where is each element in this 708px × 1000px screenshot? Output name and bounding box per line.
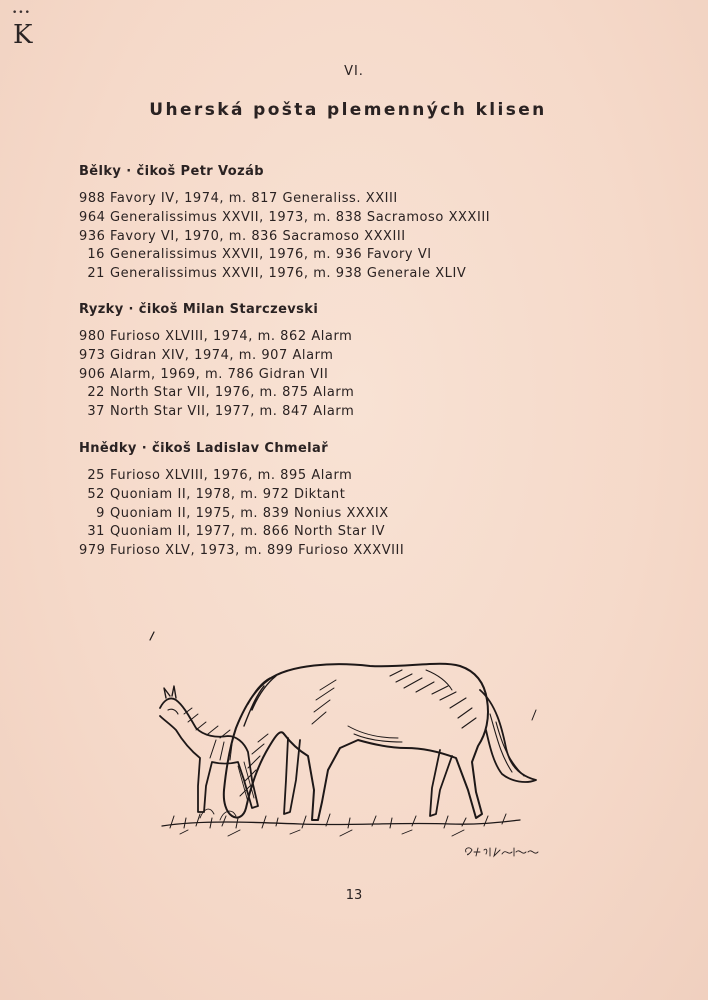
publisher-logo bbox=[10, 8, 34, 52]
list-item bbox=[79, 246, 490, 265]
section-belky bbox=[79, 163, 490, 284]
section-heading: Bělky · čikoš Petr Vozáb bbox=[79, 164, 264, 179]
list-item bbox=[79, 228, 490, 247]
section-hnedky bbox=[79, 440, 404, 561]
list-item bbox=[79, 384, 354, 403]
entry-text: Favory VI, 1970, m. 836 Sacramoso XXXIII bbox=[110, 228, 406, 244]
entry-number: 988 bbox=[79, 191, 106, 206]
entry-number: 52 bbox=[87, 486, 105, 502]
list-item bbox=[79, 209, 490, 228]
entry-list bbox=[79, 467, 404, 561]
entry-text: Favory IV, 1974, m. 817 Generaliss. XXIII bbox=[110, 191, 398, 206]
entry-number: 936 bbox=[79, 228, 106, 244]
mare-and-foal-illustration bbox=[140, 630, 560, 870]
list-item bbox=[79, 486, 404, 505]
entry-number: 979 bbox=[79, 543, 106, 559]
list-item bbox=[79, 265, 490, 284]
list-item bbox=[79, 505, 404, 524]
entry-number: 22 bbox=[87, 385, 105, 401]
entry-text: Quoniam II, 1978, m. 972 Diktant bbox=[110, 486, 346, 502]
logo-letter: K bbox=[13, 20, 33, 50]
page-number: 13 bbox=[345, 888, 363, 903]
list-item bbox=[79, 366, 354, 385]
entry-text: Generalissimus XXVII, 1976, m. 938 Generale XLIV bbox=[110, 266, 467, 282]
entry-text: North Star VII, 1976, m. 875 Alarm bbox=[110, 385, 355, 401]
entry-number: 9 bbox=[96, 505, 105, 521]
entry-text: Furioso XLVIII, 1976, m. 895 Alarm bbox=[110, 468, 353, 483]
entry-text: North Star VII, 1977, m. 847 Alarm bbox=[110, 404, 355, 420]
entry-text: Generalissimus XXVII, 1976, m. 936 Favory VI bbox=[110, 247, 432, 263]
entry-list bbox=[79, 190, 490, 284]
logo-dots: ••• bbox=[12, 8, 31, 18]
list-item bbox=[79, 403, 354, 422]
entry-text: Quoniam II, 1975, m. 839 Nonius XXXIX bbox=[110, 505, 389, 521]
page-title: Uherská pošta plemenných klisen bbox=[149, 100, 547, 120]
entry-number: 964 bbox=[79, 209, 106, 225]
entry-number: 31 bbox=[87, 524, 105, 540]
section-heading: Hnědky · čikoš Ladislav Chmelař bbox=[79, 441, 329, 456]
entry-text: Quoniam II, 1977, m. 866 North Star IV bbox=[110, 524, 386, 540]
entry-text: Generalissimus XXVII, 1973, m. 838 Sacramoso XXXIII bbox=[110, 209, 491, 225]
list-item bbox=[79, 523, 404, 542]
entry-number: 25 bbox=[87, 468, 105, 483]
section-ryzky bbox=[79, 301, 354, 422]
entry-text: Alarm, 1969, m. 786 Gidran VII bbox=[110, 366, 329, 382]
list-item bbox=[79, 328, 354, 347]
entry-number: 21 bbox=[87, 266, 105, 282]
entry-text: Gidran XIV, 1974, m. 907 Alarm bbox=[110, 347, 334, 363]
entry-number: 37 bbox=[87, 404, 105, 420]
entry-number: 906 bbox=[79, 366, 106, 382]
entry-number: 973 bbox=[79, 347, 106, 363]
list-item bbox=[79, 467, 404, 486]
list-item bbox=[79, 190, 490, 209]
chapter-number: VI. bbox=[344, 64, 364, 79]
entry-list bbox=[79, 328, 354, 422]
list-item bbox=[79, 347, 354, 366]
list-item bbox=[79, 542, 404, 561]
entry-number: 980 bbox=[79, 329, 106, 344]
section-heading: Ryzky · čikoš Milan Starczevski bbox=[79, 302, 319, 317]
entry-text: Furioso XLVIII, 1974, m. 862 Alarm bbox=[110, 329, 353, 344]
artist-signature bbox=[466, 848, 538, 856]
entry-text: Furioso XLV, 1973, m. 899 Furioso XXXVIII bbox=[110, 543, 405, 559]
entry-number: 16 bbox=[87, 247, 105, 263]
